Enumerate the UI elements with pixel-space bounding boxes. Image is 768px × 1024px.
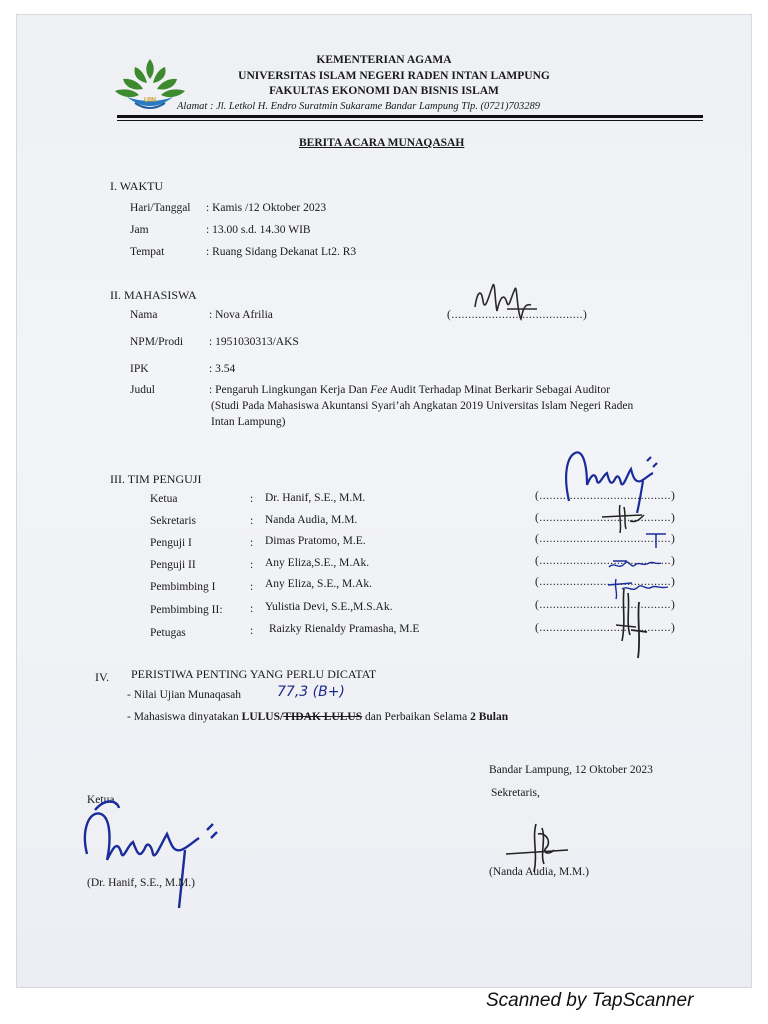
tim-colon: : — [250, 603, 254, 615]
waktu-value-hari: : Kamis /12 Oktober 2023 — [206, 202, 327, 214]
tim-sig-pembimbing1: (.......................................) — [535, 576, 676, 588]
peristiwa-nilai-label: - Nilai Ujian Munaqasah — [127, 689, 242, 701]
scanner-footer: Scanned by TapScanner — [486, 990, 694, 1011]
penguji1-signature — [642, 530, 672, 550]
header-address: Alamat : Jl. Letkol H. Endro Suratmin Sukarame Bandar Lampung Tlp. (0721)703289 — [177, 101, 541, 112]
waktu-label-jam: Jam — [130, 224, 149, 236]
tim-role-ketua: Ketua — [150, 493, 178, 505]
penguji2-signature — [605, 555, 665, 575]
tim-colon: : — [250, 515, 254, 527]
document-title: BERITA ACARA MUNAQASAH — [299, 137, 465, 149]
mahasiswa-value-ipk: : 3.54 — [209, 363, 236, 375]
mahasiswa-value-npm: : 1951030313/AKS — [209, 336, 299, 348]
mahasiswa-value-judul-2: (Studi Pada Mahasiswa Akuntansi Syari’ah Angkatan 2019 Universitas Islam Negeri Raden — [211, 400, 634, 412]
tim-name-pembimbing2: Yulistia Devi, S.E.,M.S.Ak. — [265, 601, 393, 613]
tim-colon: : — [250, 581, 254, 593]
waktu-value-jam: : 13.00 s.d. 14.30 WIB — [206, 224, 311, 236]
tim-sig-petugas: (.......................................) — [535, 622, 676, 634]
tim-sig-ketua: (.......................................) — [535, 490, 676, 502]
mahasiswa-value-judul-1: : Pengaruh Lingkungan Kerja Dan Fee Audit Terhadap Minat Berkarir Sebagai Auditor — [209, 384, 611, 396]
section-peristiwa-number: IV. — [95, 670, 110, 684]
section-peristiwa-heading: PERISTIWA PENTING YANG PERLU DICATAT — [131, 667, 377, 681]
mahasiswa-signature-line: (.......................................) — [447, 309, 588, 321]
tim-name-sekretaris: Nanda Audia, M.M. — [265, 514, 358, 526]
mahasiswa-value-nama: : Nova Afrilia — [209, 309, 273, 321]
header-line-2: UNIVERSITAS ISLAM NEGERI RADEN INTAN LAMPUNG — [238, 70, 550, 82]
section-tim-heading: III. TIM PENGUJI — [110, 472, 202, 486]
mahasiswa-label-nama: Nama — [130, 309, 158, 321]
waktu-label-hari: Hari/Tanggal — [130, 202, 191, 214]
section-waktu-heading: I. WAKTU — [110, 179, 164, 193]
tim-colon: : — [250, 537, 254, 549]
tim-colon: : — [250, 559, 254, 571]
sekretaris-signature — [592, 503, 652, 533]
tim-role-petugas: Petugas — [150, 627, 186, 639]
document-sheet — [17, 15, 751, 987]
logo-text: UIN — [143, 97, 157, 104]
closing-ketua-signature — [77, 790, 237, 910]
mahasiswa-label-npm: NPM/Prodi — [130, 336, 184, 348]
tim-sig-pembimbing2: (.......................................) — [535, 599, 676, 611]
closing-sekretaris-name: (Nanda Audia, M.M.) — [489, 866, 589, 878]
mahasiswa-label-judul: Judul — [130, 384, 155, 396]
tim-colon: : — [250, 625, 254, 637]
tim-name-petugas: Raizky Rienaldy Pramasha, M.E — [269, 623, 420, 635]
closing-sekretaris-label: Sekretaris, — [491, 787, 540, 799]
tim-name-ketua: Dr. Hanif, S.E., M.M. — [265, 492, 366, 504]
tim-role-pembimbing2: Pembimbing II: — [150, 604, 223, 616]
tim-colon: : — [250, 493, 254, 505]
peristiwa-nilai-handwritten: 77,3 (B+) — [277, 684, 345, 700]
petugas-signature — [629, 600, 649, 660]
header-line-3: FAKULTAS EKONOMI DAN BISNIS ISLAM — [269, 85, 499, 97]
mahasiswa-signature — [467, 273, 557, 333]
closing-ketua-name: (Dr. Hanif, S.E., M.M.) — [87, 877, 195, 889]
closing-ketua-label: Ketua, — [87, 794, 118, 806]
tim-sig-penguji2: (.......................................) — [535, 555, 676, 567]
tim-name-penguji2: Any Eliza,S.E., M.Ak. — [265, 557, 370, 569]
header-rule-thin — [117, 120, 703, 121]
tim-role-pembimbing1: Pembimbing I — [150, 581, 216, 593]
tim-name-pembimbing1: Any Eliza, S.E., M.Ak. — [265, 578, 373, 590]
tim-role-sekretaris: Sekretaris — [150, 515, 196, 527]
peristiwa-status: - Mahasiswa dinyatakan LULUS/TIDAK LULUS dan Perbaikan Selama 2 Bulan — [127, 711, 509, 723]
tim-role-penguji2: Penguji II — [150, 559, 196, 571]
tim-sig-sekretaris: (.......................................) — [535, 512, 676, 524]
tim-name-penguji1: Dimas Pratomo, M.E. — [265, 535, 366, 547]
mahasiswa-value-judul-3: Intan Lampung) — [211, 416, 286, 428]
mahasiswa-label-ipk: IPK — [130, 363, 149, 375]
section-mahasiswa-heading: II. MAHASISWA — [110, 288, 197, 302]
waktu-label-tempat: Tempat — [130, 246, 165, 258]
header-line-1: KEMENTERIAN AGAMA — [316, 54, 452, 66]
tim-role-penguji1: Penguji I — [150, 537, 192, 549]
tim-sig-penguji1: (.......................................) — [535, 533, 676, 545]
header-rule-thick — [117, 115, 703, 118]
waktu-value-tempat: : Ruang Sidang Dekanat Lt2. R3 — [206, 246, 357, 258]
closing-place-date: Bandar Lampung, 12 Oktober 2023 — [489, 764, 653, 776]
